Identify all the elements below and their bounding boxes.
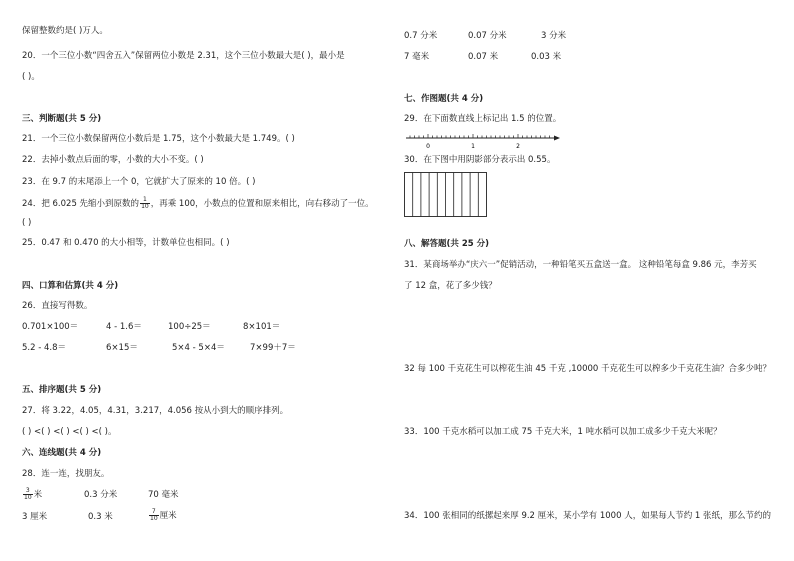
number-line-label: 2 <box>516 143 520 150</box>
q22-text: 22．去掉小数点后面的零，小数的大小不变。( ) <box>22 155 204 165</box>
calc-item: 0.701×100＝ <box>22 322 79 332</box>
q27-text: 27．将 3.22，4.05，4.31，3.217，4.056 按从小到大的顺序排列。 <box>22 406 289 416</box>
q27-blanks: ( ) <( ) <( ) <( ) <( )。 <box>22 427 117 437</box>
match-item: 0.3 米 <box>88 512 113 522</box>
q25-text: 25．0.47 和 0.470 的大小相等，计数单位也相同。( ) <box>22 238 230 248</box>
q31-text-b: 了 12 盒，花了多少钱？ <box>404 281 497 291</box>
q28-text: 28．连一连，找朋友。 <box>22 469 110 479</box>
number-line-ticks <box>410 134 550 138</box>
q24-fraction <box>140 197 150 210</box>
number-line-arrow-icon <box>554 136 560 141</box>
q26-text: 26．直接写得数。 <box>22 301 93 311</box>
q20-text: 20．一个三位小数“四舍五入”保留两位小数是 2.31，这个三位小数最大是( )，最小是 <box>22 51 345 61</box>
match-item: 0.03 米 <box>531 52 562 62</box>
q24-fraction-numerator: 1 <box>140 197 150 204</box>
q24-fraction-denominator: 10 <box>141 203 149 210</box>
section-6-title: 六、连线题(共 4 分) <box>22 448 102 458</box>
match-item: 0.3 分米 <box>84 490 118 500</box>
q20-tail: ( )。 <box>22 72 40 82</box>
grid-column-lines <box>413 173 479 217</box>
section-4-title: 四、口算和估算(共 4 分) <box>22 281 119 291</box>
q34-text: 34．100 张相同的纸摞起来厚 9.2 厘米，某小学有 1000 人，如果每人节约 1 张纸，那么节约的 <box>404 511 772 521</box>
match-item: 70 毫米 <box>148 490 179 500</box>
match-item: 3 分米 <box>541 31 567 41</box>
q24-text-a: 24．把 6.025 先缩小到原数的 <box>22 199 140 209</box>
calc-item: 5.2 - 4.8＝ <box>22 343 67 353</box>
match-item: 7 毫米 <box>404 52 430 62</box>
q21-text: 21．一个三位小数保留两位小数后是 1.75，这个小数最大是 1.749。( ) <box>22 134 295 144</box>
calc-item: 7×99＋7＝ <box>250 343 296 353</box>
section-8-title: 八、解答题(共 25 分) <box>404 239 490 249</box>
q24-tail: ( ) <box>22 218 32 228</box>
q33-text: 33．100 千克水稻可以加工成 75 千克大米，1 吨水稻可以加工成多少千克大米呢？ <box>404 427 722 437</box>
match-item: 3 厘米 <box>22 512 48 522</box>
match-fraction <box>23 488 33 501</box>
calc-item: 5×4 - 5×4＝ <box>172 343 225 353</box>
q31-text-a: 31．某商场举办“庆六一”促销活动，一种铅笔买五盒送一盒。 这种铅笔每盒 9.86 元，李芳买 <box>404 260 757 270</box>
calc-item: 8×101＝ <box>243 322 281 332</box>
match-unit: 米 <box>33 490 43 500</box>
match-fraction-denominator: 10 <box>150 515 158 522</box>
match-fraction-numerator: 3 <box>23 488 33 495</box>
match-item: 0.07 分米 <box>468 31 507 41</box>
match-fraction-denominator: 10 <box>24 494 32 501</box>
q24-text-b: ，再乘 100，小数点的位置和原来相比，向右移动了一位。 <box>150 199 374 209</box>
match-item: 0.7 分米 <box>404 31 438 41</box>
q29-text: 29．在下面数直线上标记出 1.5 的位置。 <box>404 114 562 124</box>
number-line-label: 0 <box>426 143 430 150</box>
calc-item: 100÷25＝ <box>168 322 211 332</box>
calc-item: 4 - 1.6＝ <box>106 322 142 332</box>
section-7-title: 七、作图题(共 4 分) <box>404 94 484 104</box>
number-line <box>404 131 564 151</box>
calc-item: 6×15＝ <box>106 343 138 353</box>
section-3-title: 三、判断题(共 5 分) <box>22 114 102 124</box>
match-item <box>148 509 177 522</box>
q32-text: 32 每 100 千克花生可以榨花生油 45 千克 ,10000 千克花生可以榨多少千克花生油？合多少吨？ <box>404 364 772 374</box>
match-item <box>22 488 42 501</box>
q30-text: 30．在下图中用阴影部分表示出 0.55。 <box>404 155 556 165</box>
section-5-title: 五、排序题(共 5 分) <box>22 385 102 395</box>
decimal-grid <box>404 172 489 218</box>
q23-text: 23．在 9.7 的末尾添上一个 0，它就扩大了原来的 10 倍。( ) <box>22 177 256 187</box>
match-item: 0.07 米 <box>468 52 499 62</box>
match-unit: 厘米 <box>159 511 177 521</box>
match-fraction <box>149 509 159 522</box>
match-fraction-numerator: 7 <box>149 509 159 516</box>
number-line-label: 1 <box>471 143 475 150</box>
q19-tail: 保留整数约是( )万人。 <box>22 26 108 36</box>
q24-text <box>22 197 374 210</box>
